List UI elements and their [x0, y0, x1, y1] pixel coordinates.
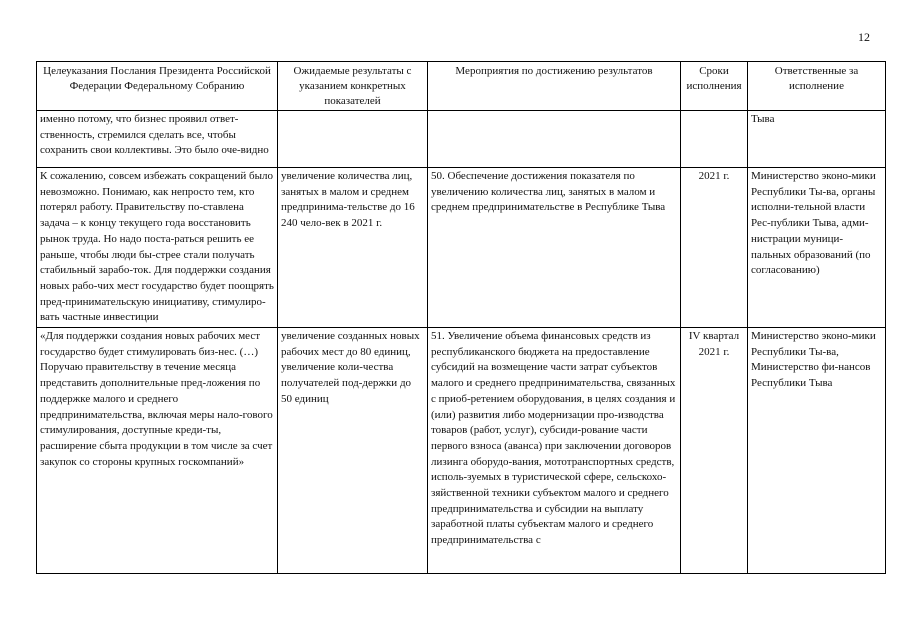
cell-responsible: Тыва: [748, 111, 886, 168]
page-number: 12: [858, 30, 870, 44]
header-responsible: Ответственные за исполнение: [748, 62, 886, 111]
cell-result: увеличение количества лиц, занятых в малом и среднем предпринима-тельстве до 16 240 чело-век в 2021 г.: [278, 168, 428, 328]
table-header-row: [37, 62, 886, 111]
cell-goal: именно потому, что бизнес проявил ответ-ственность, стремился сделать все, чтобы сохранить свои коллективы. Это было оче-видно: [37, 111, 278, 168]
cell-result: увеличение созданных новых рабочих мест до 80 единиц, увеличение коли-чества получателей под-держки до 50 единиц: [278, 328, 428, 574]
header-goal: Целеуказания Послания Президента Российской Федерации Федеральному Собранию: [37, 62, 278, 111]
cell-measure: 50. Обеспечение достижения показателя по увеличению количества лиц, занятых в малом и среднем предпринимательстве в Республике Тыва: [428, 168, 681, 328]
cell-term: 2021 г.: [681, 168, 748, 328]
header-term: Сроки исполнения: [681, 62, 748, 111]
cell-goal: К сожалению, совсем избежать сокращений было невозможно. Понимаю, как непросто тем, кто потерял работу. Правительству по-ставлена задача – к концу текущего года восстановить рынок труда. Но надо поста-раться решить ее раньше, чтобы люди бы-стрее стали получать стабильный зарабо-ток. Для поддержки создания новых рабо-чих мест государство будет поощрять пред-принимательскую инициативу, стимулиро-вать частные инвестиции: [37, 168, 278, 328]
table-row: [37, 168, 886, 328]
cell-responsible: Министерство эконо-мики Республики Ты-ва, Министерство фи-нансов Республики Тыва: [748, 328, 886, 574]
table-row: [37, 328, 886, 574]
cell-measure: [428, 328, 681, 574]
cell-measure: [428, 111, 681, 168]
table-row: [37, 111, 886, 168]
header-result: Ожидаемые результаты с указанием конкретных показателей: [278, 62, 428, 111]
header-measure: Мероприятия по достижению результатов: [428, 62, 681, 111]
cell-responsible: Министерство эконо-мики Республики Ты-ва, органы исполни-тельной власти Рес-публики Тыва, адми-нистрации муници-пальных образований (по согласованию): [748, 168, 886, 328]
cell-measure-text: 51. Увеличение объема финансовых средств из республиканского бюджета на предоставление субсидий на возмещение части затрат субъектов малого и среднего предпринимательства, связанных с приоб-ретением оборудования, в целях создания и (или) развития либо модернизации про-изводства товаров (работ, услуг), субсиди-рование части первого взноса (аванса) при заключении договоров лизинга оборудо-вания, мототранспортных средств, исполь-зуемых в туристической сфере, сельскохо-зяйственной техники субъектом малого и среднего предпринимательства и субсидии на выплату заработной платы субъектам малого и среднего предпринимательства с: [431, 330, 676, 547]
cell-goal: «Для поддержки создания новых рабочих мест государство будет стимулировать биз-нес. (…) Поручаю правительству в течение месяца представить дополнительные пред-ложения по поддержке малого и среднего предпринимательства, включая меры нало-гового стимулирования, доступные креди-ты, расширение сбыта продукции в том числе за счет закупок со стороны крупных госкомпаний»: [37, 328, 278, 574]
cell-term: IV квартал 2021 г.: [681, 328, 748, 574]
cell-result: [278, 111, 428, 168]
measures-table: [36, 61, 886, 574]
cell-term: [681, 111, 748, 168]
